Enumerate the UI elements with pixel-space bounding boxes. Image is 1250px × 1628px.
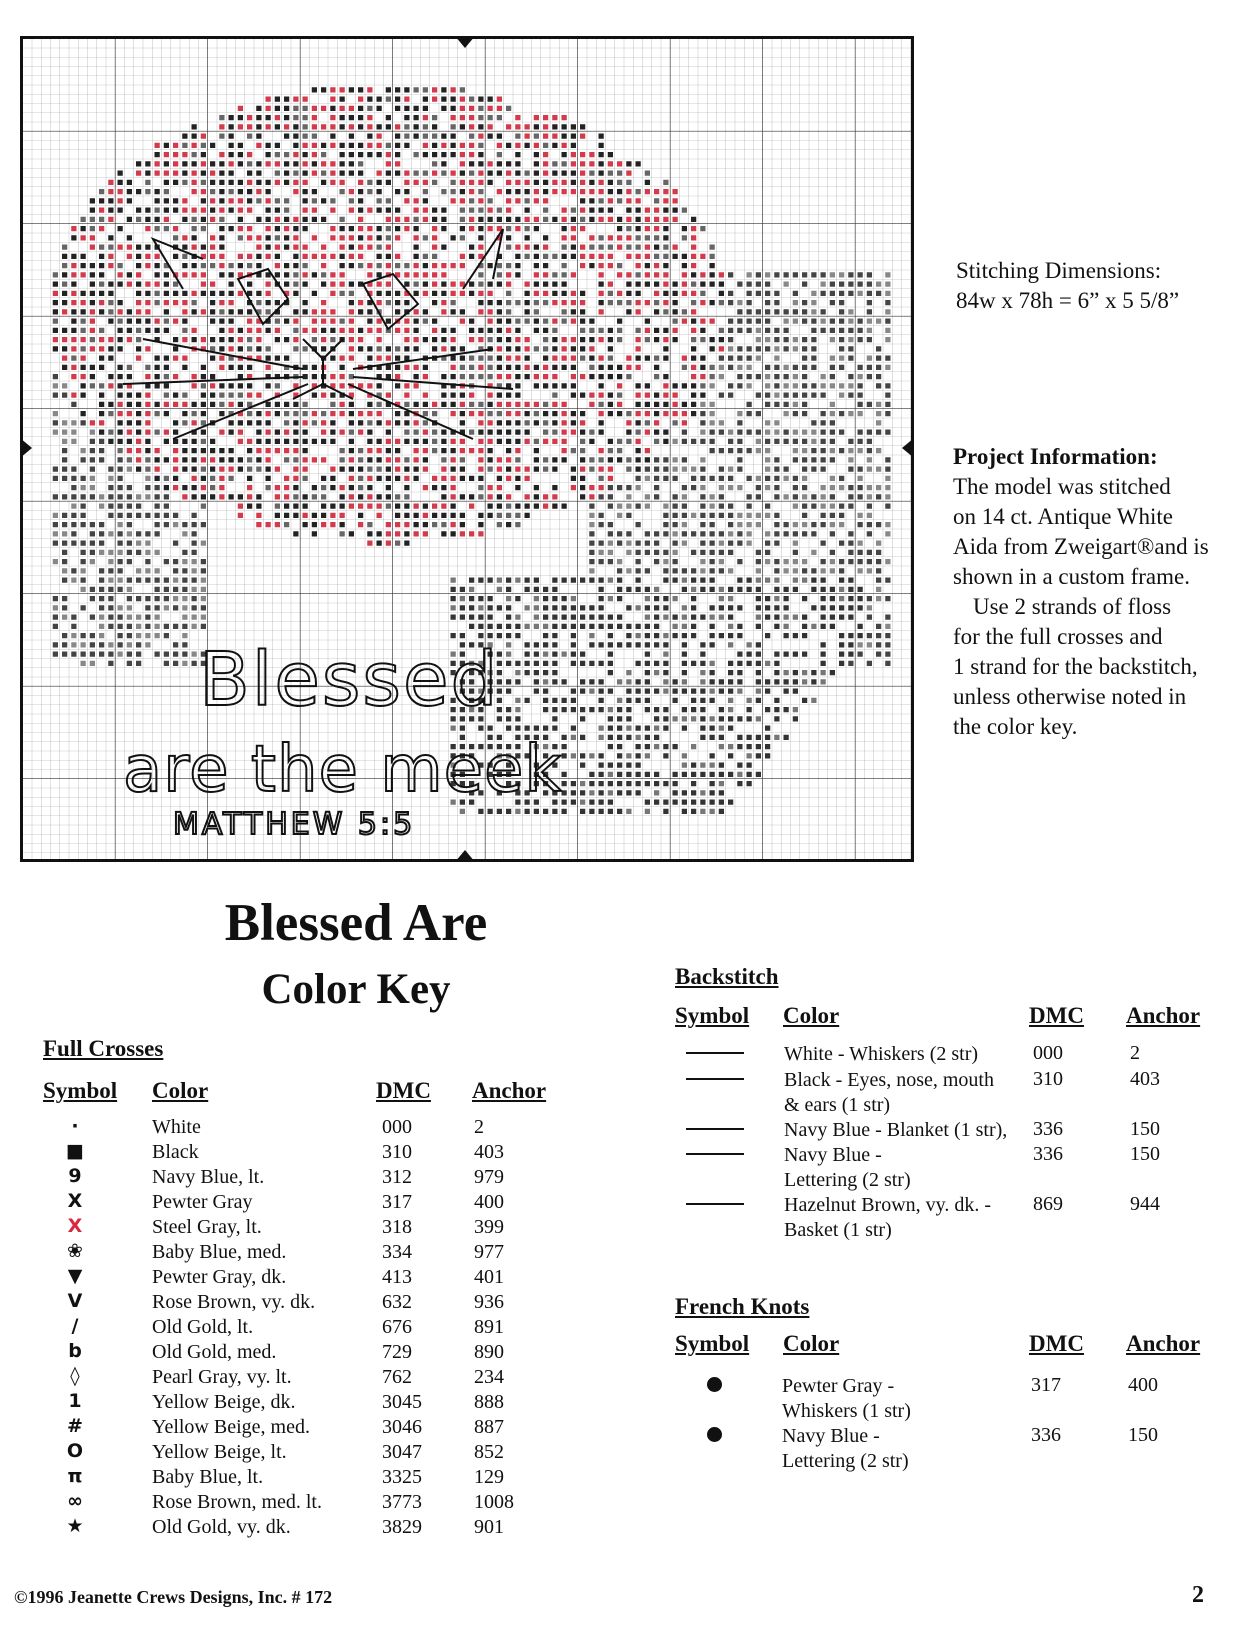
fc-color: Rose Brown, med. lt. (152, 1491, 322, 1513)
bs-dmc: 869 (1033, 1193, 1063, 1215)
fc-dmc: 413 (382, 1266, 412, 1288)
fc-dmc: 317 (382, 1191, 412, 1213)
bs-dmc: 000 (1033, 1042, 1063, 1064)
bs-anchor: 944 (1130, 1193, 1160, 1215)
project-line: the color key. (953, 714, 1078, 739)
fk-dmc: 336 (1031, 1424, 1061, 1446)
center-marker-top (455, 36, 475, 48)
french-knot-dot-symbol (707, 1427, 722, 1442)
fc-color: Yellow Beige, med. (152, 1416, 310, 1438)
fc-header-anchor: Anchor (472, 1078, 547, 1103)
project-line: unless otherwise noted in (953, 684, 1187, 709)
chart-lettering-meek: are the meek (123, 733, 563, 807)
fk-dmc: 317 (1031, 1374, 1061, 1396)
bs-color (784, 1143, 911, 1193)
fk-color (782, 1374, 911, 1424)
fk-header-symbol: Symbol (675, 1331, 750, 1356)
fk-anchor: 400 (1128, 1374, 1158, 1396)
bs-color-line1: White - Whiskers (2 str) (784, 1043, 979, 1065)
fc-color: Old Gold, med. (152, 1341, 277, 1363)
fc-color: Rose Brown, vy. dk. (152, 1291, 316, 1313)
chart-lettering-matthew: MATTHEW 5:5 (173, 807, 416, 842)
fc-color: Black (152, 1141, 199, 1163)
backstitch-line-symbol (686, 1052, 744, 1054)
fc-color: Pearl Gray, vy. lt. (152, 1366, 292, 1388)
bs-color-line1: Navy Blue - Blanket (1 str), (784, 1119, 1008, 1141)
fc-color: Baby Blue, med. (152, 1241, 287, 1263)
bs-color-line2: Basket (1 str) (784, 1219, 892, 1241)
fc-anchor: 936 (474, 1291, 504, 1313)
project-line: Use 2 strands of floss (973, 594, 1172, 619)
fc-symbol: b (68, 1340, 82, 1362)
fc-dmc: 3046 (382, 1416, 422, 1438)
bs-header-dmc: DMC (1029, 1003, 1084, 1028)
fc-symbol: O (66, 1440, 84, 1462)
project-line: The model was stitched (953, 474, 1171, 499)
dimensions-label: Stitching Dimensions: (956, 258, 1162, 283)
bs-dmc: 310 (1033, 1068, 1063, 1090)
fc-header-symbol: Symbol (43, 1078, 118, 1103)
fc-anchor: 1008 (474, 1491, 514, 1513)
fk-header-color: Color (783, 1331, 840, 1356)
fc-color: Old Gold, vy. dk. (152, 1516, 291, 1538)
bs-color (784, 1068, 994, 1118)
fc-symbol: ■ (66, 1140, 84, 1162)
fc-anchor: 401 (474, 1266, 504, 1288)
backstitch-line-symbol (686, 1078, 744, 1080)
copyright-footer: ©1996 Jeanette Crews Designs, Inc. # 172 (14, 1587, 333, 1607)
fc-color: Yellow Beige, lt. (152, 1441, 287, 1463)
fc-dmc: 334 (382, 1241, 412, 1263)
fc-anchor: 403 (474, 1141, 504, 1163)
fc-color: Pewter Gray (152, 1191, 253, 1213)
fc-symbol: ★ (66, 1515, 84, 1537)
page-number: 2 (1192, 1582, 1204, 1608)
bs-anchor: 150 (1130, 1118, 1160, 1140)
fc-anchor: 400 (474, 1191, 504, 1213)
bs-header-anchor: Anchor (1126, 1003, 1201, 1028)
backstitch-line-symbol (686, 1128, 744, 1130)
fc-dmc: 3045 (382, 1391, 422, 1413)
fc-color: Navy Blue, lt. (152, 1166, 265, 1188)
fc-anchor: 979 (474, 1166, 504, 1188)
fc-color: Pewter Gray, dk. (152, 1266, 287, 1288)
bs-anchor: 2 (1130, 1042, 1140, 1064)
center-marker-bottom (455, 850, 475, 862)
fc-dmc: 676 (382, 1316, 412, 1338)
fk-anchor: 150 (1128, 1424, 1158, 1446)
bs-anchor: 403 (1130, 1068, 1160, 1090)
fc-anchor: 399 (474, 1216, 504, 1238)
fc-header-dmc: DMC (376, 1078, 431, 1103)
fc-color: White (152, 1116, 201, 1138)
cross-stitch-chart (20, 36, 914, 862)
bs-color-line1: Hazelnut Brown, vy. dk. - (784, 1194, 991, 1216)
bs-dmc: 336 (1033, 1143, 1063, 1165)
backstitch-line-symbol (686, 1153, 744, 1155)
fk-color-line1: Pewter Gray - (782, 1375, 895, 1397)
fc-dmc: 3047 (382, 1441, 422, 1463)
chart-lettering-blessed: Blessed (199, 637, 500, 723)
fc-dmc: 3325 (382, 1466, 422, 1488)
fc-dmc: 3829 (382, 1516, 422, 1538)
fc-anchor: 891 (474, 1316, 504, 1338)
bs-header-color: Color (783, 1003, 840, 1028)
fk-color-line2: Lettering (2 str) (782, 1450, 909, 1472)
fc-header-color: Color (152, 1078, 209, 1103)
fc-symbol: ❀ (67, 1240, 83, 1262)
fk-color (782, 1424, 909, 1474)
fc-anchor: 890 (474, 1341, 504, 1363)
bs-header-symbol: Symbol (675, 1003, 750, 1028)
fk-color-line2: Whiskers (1 str) (782, 1400, 911, 1422)
chart-grid (23, 39, 911, 859)
fc-color: Yellow Beige, dk. (152, 1391, 296, 1413)
fc-dmc: 729 (382, 1341, 412, 1363)
french-knot-dot-symbol (707, 1377, 722, 1392)
fc-symbol: 1 (68, 1390, 82, 1412)
center-marker-left (20, 438, 32, 458)
fc-dmc: 318 (382, 1216, 412, 1238)
fc-symbol: / (71, 1315, 79, 1337)
project-line: 1 strand for the backstitch, (953, 654, 1198, 679)
fc-dmc: 632 (382, 1291, 412, 1313)
fc-anchor: 2 (474, 1116, 484, 1138)
fc-anchor: 901 (474, 1516, 504, 1538)
fc-symbol: 9 (68, 1165, 82, 1187)
fc-symbol: V (67, 1290, 83, 1312)
fc-anchor: 129 (474, 1466, 504, 1488)
fk-header-anchor: Anchor (1126, 1331, 1201, 1356)
page-subtitle: Color Key (261, 966, 451, 1013)
project-heading: Project Information: (953, 444, 1158, 469)
fc-color: Baby Blue, lt. (152, 1466, 264, 1488)
french-knots-heading: French Knots (675, 1294, 810, 1319)
fc-anchor: 888 (474, 1391, 504, 1413)
bs-color (784, 1118, 1007, 1143)
fc-symbol: X (67, 1215, 83, 1237)
full-crosses-heading: Full Crosses (43, 1036, 164, 1061)
fc-dmc: 312 (382, 1166, 412, 1188)
project-information (953, 442, 1243, 742)
fc-symbol: ∞ (67, 1490, 83, 1512)
project-line: shown in a custom frame. (953, 564, 1190, 589)
bs-color-line2: Lettering (2 str) (784, 1169, 911, 1191)
fc-symbol: π (67, 1465, 83, 1487)
backstitch-line-symbol (686, 1203, 744, 1205)
fc-symbol: X (67, 1190, 83, 1212)
bs-anchor: 150 (1130, 1143, 1160, 1165)
fk-color-line1: Navy Blue - (782, 1425, 880, 1447)
fc-dmc: 310 (382, 1141, 412, 1163)
project-line: on 14 ct. Antique White (953, 504, 1173, 529)
bs-color (784, 1193, 991, 1243)
fk-header-dmc: DMC (1029, 1331, 1084, 1356)
bs-color-line2: & ears (1 str) (784, 1094, 891, 1116)
fc-color: Old Gold, lt. (152, 1316, 254, 1338)
backstitch-heading: Backstitch (675, 964, 779, 989)
page-title: Blessed Are (224, 894, 488, 952)
project-line: Aida from Zweigart®and is (953, 534, 1209, 559)
fc-symbol: # (67, 1415, 83, 1437)
fc-color: Steel Gray, lt. (152, 1216, 262, 1238)
stitching-dimensions (956, 256, 1179, 316)
fc-dmc: 762 (382, 1366, 412, 1388)
fc-anchor: 887 (474, 1416, 504, 1438)
fc-dmc: 3773 (382, 1491, 422, 1513)
bs-dmc: 336 (1033, 1118, 1063, 1140)
fc-symbol: · (71, 1115, 79, 1137)
bs-color-line1: Navy Blue - (784, 1144, 882, 1166)
bs-color (784, 1042, 978, 1067)
fc-symbol: ▼ (67, 1265, 83, 1287)
fc-anchor: 234 (474, 1366, 504, 1388)
dimensions-value: 84w x 78h = 6” x 5 5/8” (956, 288, 1180, 313)
center-marker-right (902, 438, 914, 458)
fc-dmc: 000 (382, 1116, 412, 1138)
fc-anchor: 852 (474, 1441, 504, 1463)
fc-symbol: ◊ (70, 1365, 80, 1387)
fc-anchor: 977 (474, 1241, 504, 1263)
bs-color-line1: Black - Eyes, nose, mouth (784, 1069, 994, 1091)
project-line: for the full crosses and (953, 624, 1163, 649)
